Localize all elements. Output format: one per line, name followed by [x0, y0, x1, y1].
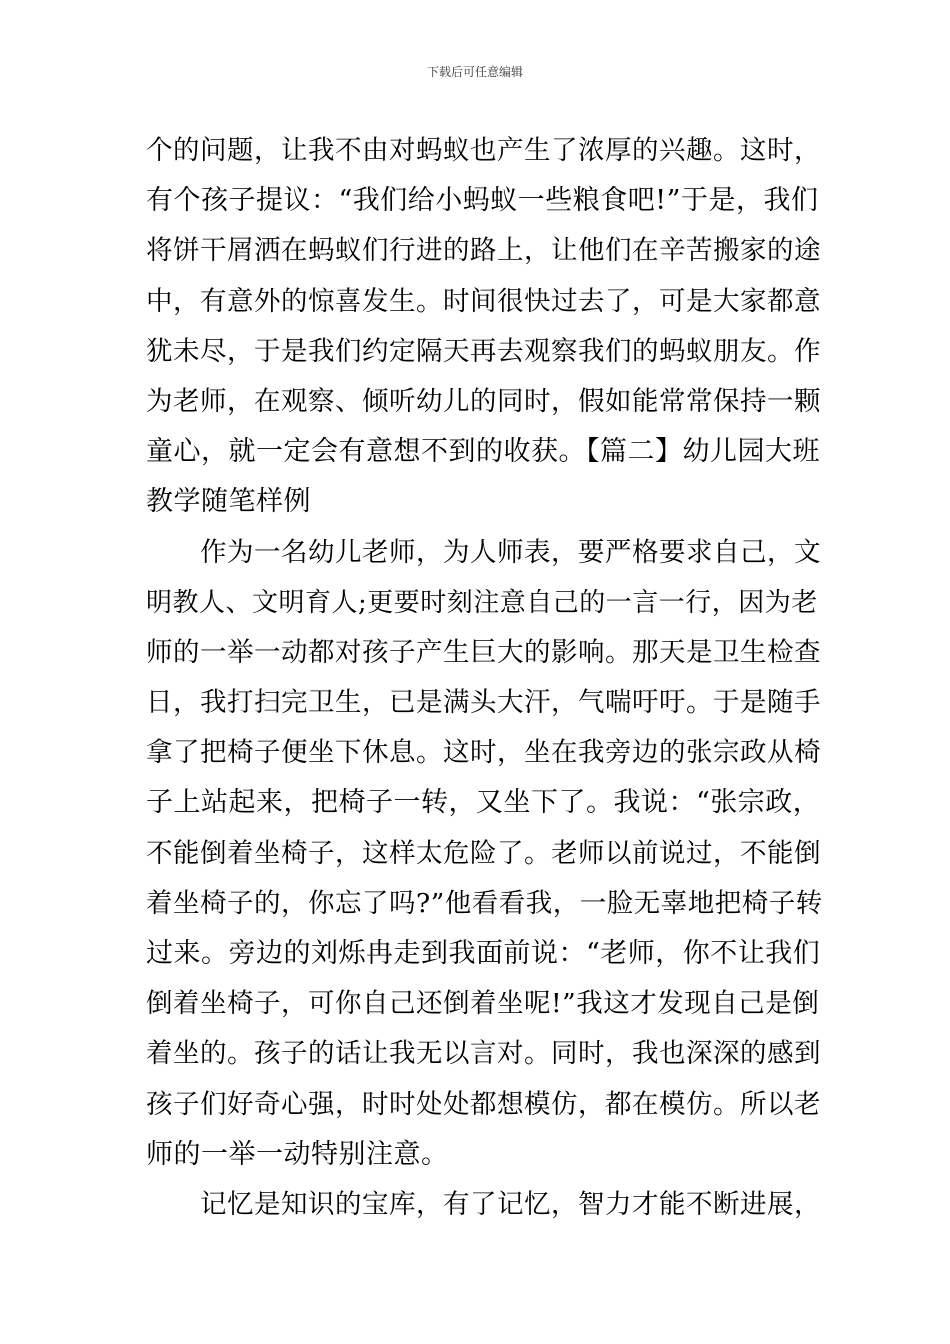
text-line: 为老师，在观察、倾听幼儿的同时，假如能常常保持一颗 — [146, 385, 821, 417]
document-body — [146, 126, 826, 1230]
paragraph-3 — [146, 1180, 826, 1230]
text-line: 过来。旁边的刘烁冉走到我面前说：“老师，你不让我们 — [146, 938, 821, 969]
text-line: 童心，就一定会有意想不到的收获。【篇二】幼儿园大班 — [146, 436, 820, 468]
text-line: 不能倒着坐椅子，这样太危险了。老师以前说过，不能倒 — [146, 837, 821, 869]
text-line: 明教人、文明育人;更要时刻注意自己的一言一行，因为老 — [146, 587, 818, 618]
text-line: 犹未尽，于是我们约定隔天再去观察我们的蚂蚁朋友。作 — [146, 335, 821, 367]
text-line: 拿了把椅子便坐下休息。这时，坐在我旁边的张宗政从椅 — [146, 737, 821, 769]
text-line: 个的问题，让我不由对蚂蚁也产生了浓厚的兴趣。这时， — [146, 135, 821, 166]
text-line: 着坐椅子的，你忘了吗?”他看看我，一脸无辜地把椅子转 — [146, 887, 823, 919]
text-line: 倒着坐椅子，可你自己还倒着坐呢!”我这才发现自己是倒 — [146, 988, 820, 1020]
text-line: 子上站起来，把椅子一转，又坐下了。我说：“张宗政， — [146, 787, 821, 819]
text-line: 教学随笔样例 — [146, 486, 311, 518]
paragraph-1 — [146, 126, 826, 528]
text-line: 着坐的。孩子的话让我无以言对。同时，我也深深的感到 — [146, 1038, 821, 1070]
text-line: 日，我打扫完卫生，已是满头大汗，气喘吁吁。于是随手 — [146, 687, 821, 719]
text-line: 中，有意外的惊喜发生。时间很快过去了，可是大家都意 — [146, 285, 821, 317]
text-line: 记忆是知识的宝库，有了记忆，智力才能不断进展， — [200, 1188, 821, 1220]
text-line: 将饼干屑洒在蚂蚁们行进的路上，让他们在辛苦搬家的途 — [146, 235, 821, 267]
page-header: 下载后可任意编辑 — [426, 65, 523, 79]
text-line: 孩子们好奇心强，时时处处都想模仿，都在模仿。所以老 — [146, 1088, 821, 1120]
text-line: 作为一名幼儿老师，为人师表，要严格要求自己，文 — [200, 536, 821, 568]
paragraph-2 — [146, 528, 826, 1180]
text-line: 师的一举一动都对孩子产生巨大的影响。那天是卫生检查 — [146, 636, 821, 668]
text-line: 有个孩子提议：“我们给小蚂蚁一些粮食吧!”于是，我们 — [146, 185, 819, 217]
text-line: 师的一举一动特别注意。 — [146, 1138, 449, 1170]
